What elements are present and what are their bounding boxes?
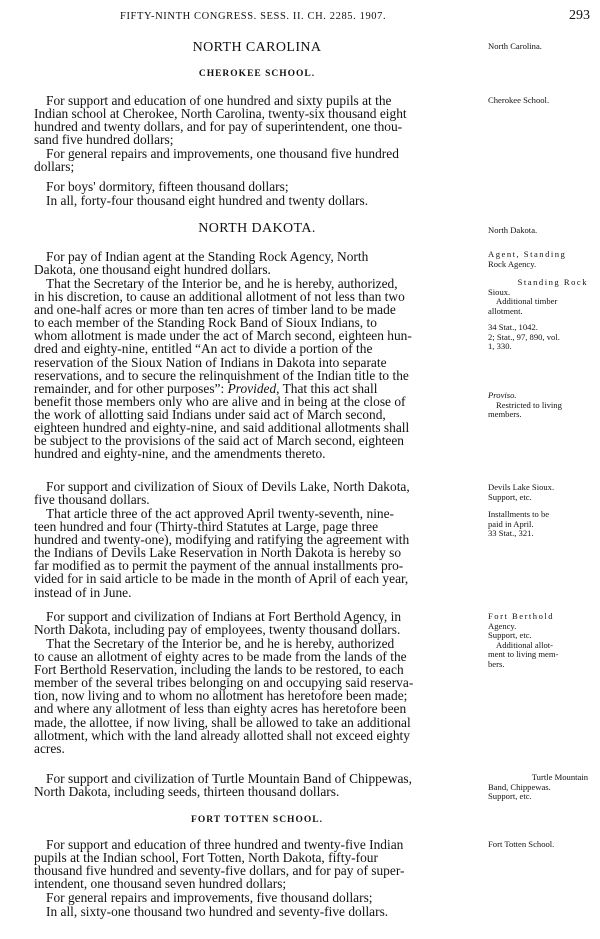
text-line: In all, sixty-one thousand two hundred and seventy-five dollars. [46,904,389,919]
margin-line: Turtle Mountain [531,772,588,782]
margin-line: 2; Stat., 97, 890, vol. [488,331,560,342]
paragraph-devils-lake-installments [34,507,480,599]
paragraph-fort-totten-support [34,838,480,890]
text-line: For support and civilization of Turtle Mountain Band of Chippewas, [46,771,412,786]
paragraph-devils-lake-support [34,480,480,506]
margin-line: Restricted to living [496,399,562,410]
text-line: be subject to the provisions of the said act of March second, eighteen [34,433,404,449]
paragraph-turtle-mountain [34,772,480,798]
paragraph-cherokee-repairs [34,147,480,173]
page-number: 293 [569,8,590,23]
margin-line: paid in April. [488,518,534,529]
margin-line: Installments to be [488,509,550,519]
margin-note-installments [488,510,592,539]
text-line: the work of allotting said Indians under said act of March second, [34,406,386,422]
margin-line: Agent, Standing [488,249,567,259]
section-heading-north-dakota: NORTH DAKOTA. [198,221,316,236]
text-line: In all, forty-four thousand eight hundred and twenty dollars. [46,193,369,208]
subheading-cherokee-school: CHEROKEE SCHOOL. [198,69,316,79]
text-line: thousand five hundred and seventy-five dollars, and for pay of super- [34,863,405,879]
margin-line: Rock Agency. [488,258,537,269]
margin-line: Proviso. [488,390,517,400]
text-line: For support and civilization of Sioux of Devils Lake, North Dakota, [46,479,410,494]
text-line: to cause an allotment of eighty acres to be made from the lands of the [34,649,407,665]
text-line: For general repairs and improvements, one thousand five hundred [46,146,399,161]
margin-line: Cherokee School. [488,95,550,105]
text-line: allotment, which with the land already allotted shall not exceed eighty [34,727,410,743]
text-line: and one-half acres or more than ten acres of timber land to be made [34,302,396,318]
text-line: acres. [34,740,65,756]
margin-line: members. [488,409,522,420]
text-line: For support and education of three hundred and twenty-five Indian [46,837,404,852]
running-head: FIFTY-NINTH CONGRESS. SESS. II. CH. 2285. 1907. [120,11,387,22]
proviso-italic: Provided [227,380,277,396]
text-line: That the Secretary of the Interior be, and he is hereby, authorized, [46,276,398,291]
text-line: the Indians of Devils Lake Reservation in North Dakota is hereby so [34,545,402,561]
margin-line: Sioux. [488,286,511,297]
text-line: to each member of the Standing Rock Band of Sioux Indians, to [34,315,377,331]
paragraph-standing-rock-allotment [34,277,480,460]
text-line: hundred and eighty-nine, and the amendments thereto. [34,446,326,462]
text-line: tion, now living and to whom no allotment has heretofore been made; [34,688,408,704]
paragraph-cherokee-support [34,94,480,146]
paragraph-cherokee-total [34,194,480,207]
margin-note-proviso [488,391,592,420]
margin-line: 1, 330. [488,341,512,352]
text-line: teen hundred and four (Thirty-third Statutes at Large, page three [34,519,379,535]
text-line: For pay of Indian agent at the Standing Rock Agency, North [46,249,369,264]
margin-note-standing-rock-agent [488,250,592,269]
text-line: For support and civilization of Indians at Fort Berthold Agency, in [46,609,402,624]
margin-line: Support, etc. [488,630,532,641]
text-line: That article three of the act approved April twenty-seventh, nine- [46,506,395,521]
text-line: hundred and twenty dollars, and for pay of superintendent, one thou- [34,119,403,135]
text-line: Dakota, one thousand eight hundred dollars. [34,262,271,278]
section-heading-north-carolina: NORTH CAROLINA [192,40,322,55]
margin-note-cherokee-school [488,96,592,106]
text-line: benefit those members only who are alive and in being at the close of [34,393,406,409]
paragraph-fort-totten-total [34,905,480,918]
margin-note-turtle-mountain [488,773,592,802]
text-line: North Dakota, including pay of employees, twenty thousand dollars. [34,622,401,638]
text-line: For support and education of one hundred and sixty pupils at the [46,93,392,108]
margin-line: North Dakota. [488,225,538,235]
paragraph-cherokee-dormitory [34,180,480,193]
text-line: far modified as to permit the payment of the annual installments pro- [34,558,404,574]
margin-note-north-dakota [488,226,592,236]
margin-line: allotment. [488,305,523,316]
paragraph-standing-rock-agent [34,250,480,276]
text-line: and where any allotment of less than eighty acres has heretofore been [34,701,407,717]
text-line: reservations, and to secure the relinquishment of the Indian title to the [34,367,409,383]
text-line: For general repairs and improvements, five thousand dollars; [46,890,373,905]
margin-line: Standing Rock [517,277,588,287]
margin-line: bers. [488,658,505,669]
margin-line: Additional timber [496,296,558,307]
paragraph-fort-berthold-allotment [34,637,480,755]
paragraph-fort-totten-repairs [34,891,480,904]
margin-line: 33 Stat., 321. [488,528,534,539]
text-line: Fort Berthold Reservation, including the lands to be restored, to each [34,662,404,678]
margin-line: North Carolina. [488,41,542,51]
text-line: North Dakota, including seeds, thirteen thousand dollars. [34,784,340,800]
text-line: sand five hundred dollars; [34,132,174,148]
margin-line: Support, etc. [488,791,532,802]
margin-line: Fort Totten School. [488,839,555,849]
margin-note-statute-citations [488,323,592,352]
margin-note-devils-lake [488,483,592,502]
text-line: pupils at the Indian school, Fort Totten, North Dakota, fifty-four [34,850,378,866]
text-line: intendent, one thousand seven hundred dollars; [34,876,287,892]
margin-line: Devils Lake Sioux. [488,482,555,492]
text-line: five thousand dollars. [34,492,150,508]
text-line: vided for in said article to be made in the month of April of each year, [34,571,409,587]
text-line: eighteen hundred and eighty-nine, and said additional allotments shall [34,420,410,436]
text-line-proviso [34,382,480,395]
text-line: made, the allottee, if now living, shall be allowed to take an additional [34,714,411,730]
margin-note-standing-rock-allotment [488,278,592,316]
text-line: For boys' dormitory, fifteen thousand dollars; [46,179,289,194]
text-line: That the Secretary of the Interior be, and he is hereby, authorized [46,636,395,651]
margin-line: ment to living mem- [488,649,559,660]
page-header [120,10,590,26]
paragraph-fort-berthold-support [34,610,480,636]
text-line: member of the several tribes belonging on and occupying said reserva- [34,675,414,691]
subheading-fort-totten-school: FORT TOTTEN SCHOOL. [191,815,323,825]
margin-note-fort-totten [488,840,592,850]
text-line: Indian school at Cherokee, North Carolina, twenty-six thousand eight [34,106,407,122]
margin-line: Additional allot- [496,639,554,650]
margin-line: Band, Chippewas. [488,781,551,792]
margin-line: Agency. [488,620,517,631]
text-line: in his discretion, to cause an additional allotment of not less than two [34,289,405,305]
text-line: hundred and twenty-one), modifying and ratifying the agreement with [34,532,410,548]
text-line: dred and eighty-nine, entitled “An act to divide a portion of the [34,341,373,357]
margin-note-fort-berthold [488,612,592,670]
text-line: instead of in June. [34,584,132,600]
margin-line: Support, etc. [488,491,532,502]
text-run: remainder, and for other purposes”: [34,380,228,396]
text-line: reservation of the Sioux Nation of Indians in Dakota into separate [34,354,387,370]
text-line: whom allotment is made under the act of March second, eighteen hun- [34,328,412,344]
margin-note-north-carolina [488,42,592,52]
text-line: dollars; [34,159,75,175]
margin-line: 34 Stat., 1042. [488,322,538,332]
margin-line: Fort Berthold [488,611,555,621]
text-run: , That this act shall [276,380,378,396]
